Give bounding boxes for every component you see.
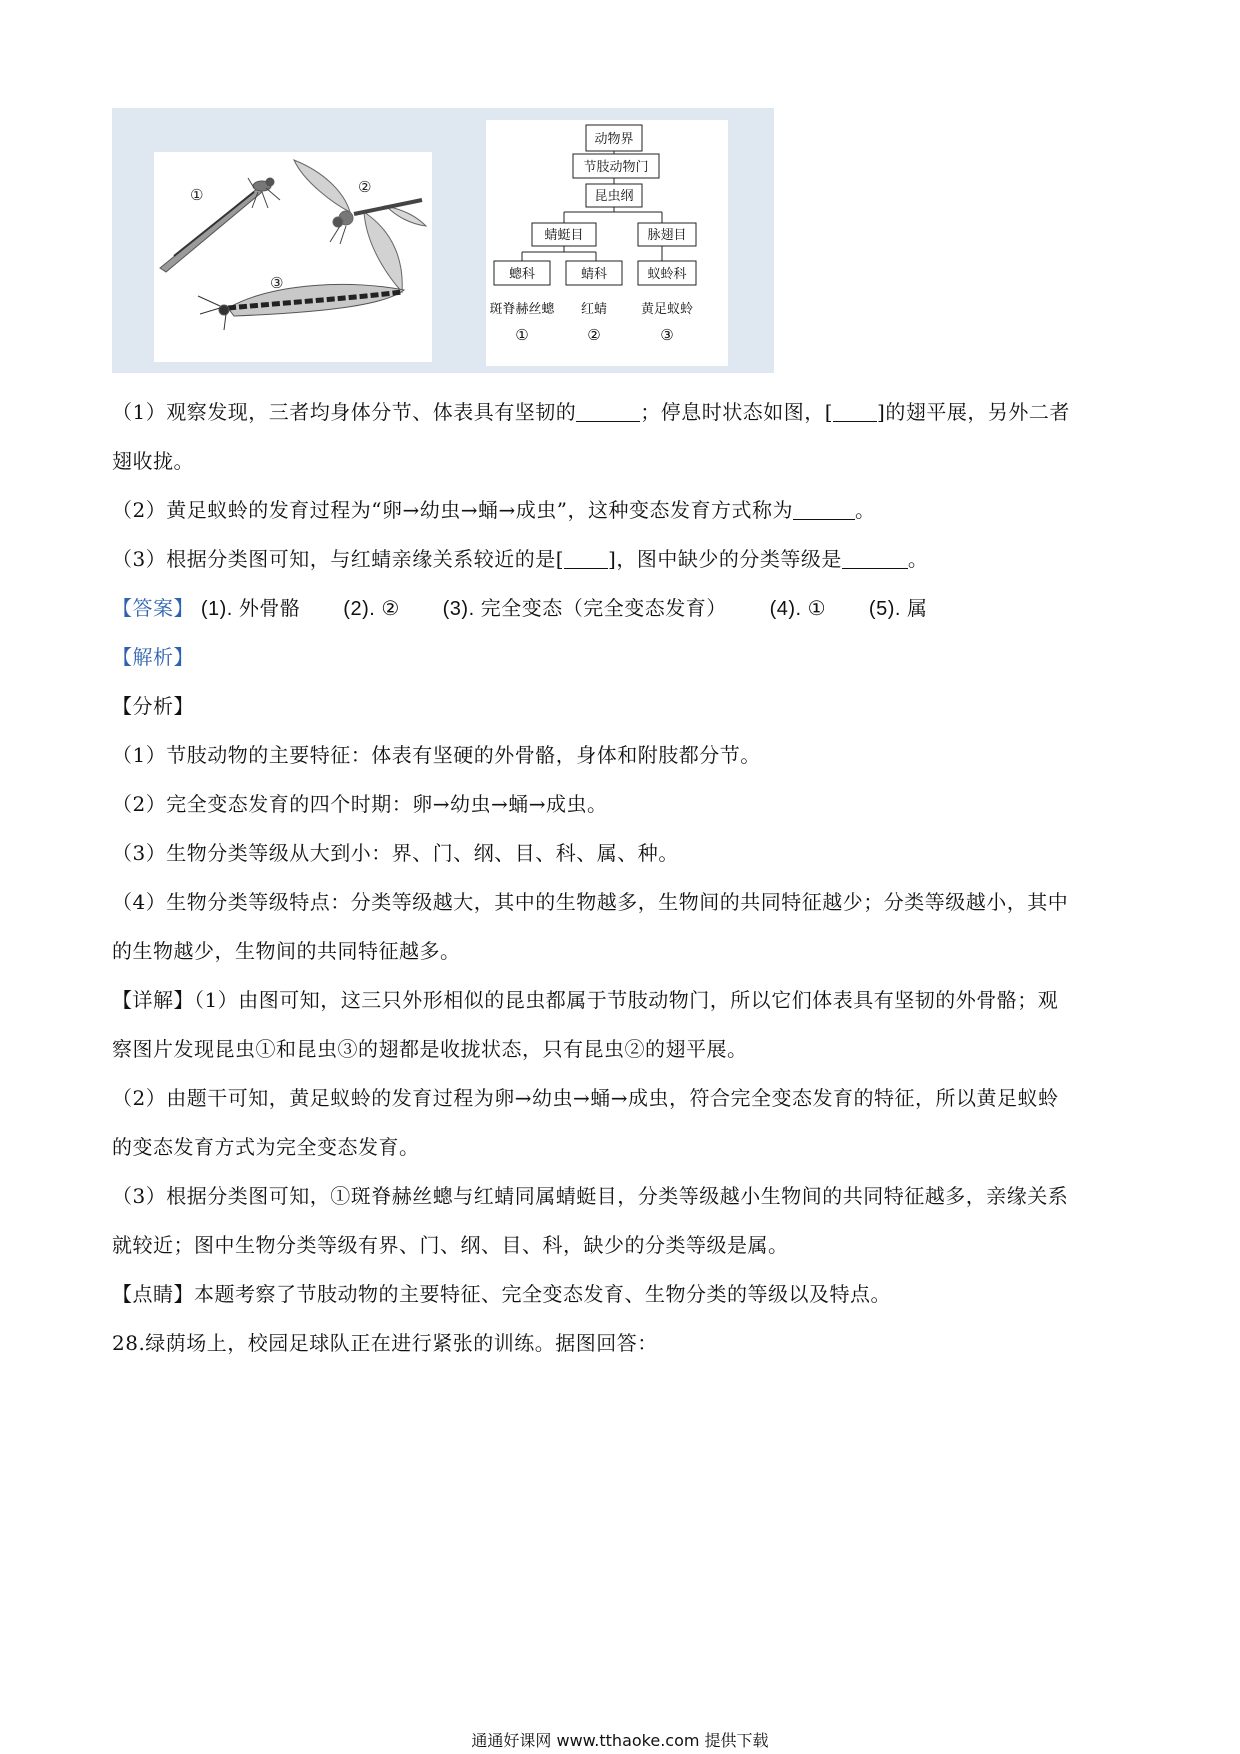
node-phylum-label: 节肢动物门 (583, 160, 649, 175)
next-question: 28.绿荫场上，校园足球队正在进行紧张的训练。据图回答： (112, 1331, 658, 1355)
node-order-1-label: 蜻蜓目 (544, 228, 584, 243)
node-order-2-label: 脉翅目 (647, 228, 687, 243)
analysis-tag: 【解析】 (112, 645, 194, 669)
detail-tag: 【详解】 (112, 988, 194, 1012)
node-family-2-label: 蜻科 (580, 267, 608, 282)
analysis-line-2: （2）完全变态发育的四个时期：卵→幼虫→蛹→成虫。 (112, 792, 608, 816)
analysis-line-4: （4）生物分类等级特点：分类等级越大，其中的生物越多，生物间的共同特征越少；分类等级越小，其中 (112, 890, 1069, 914)
answer-item-2: (2). ② (343, 598, 400, 620)
species-mark-2: ② (587, 326, 601, 344)
detail-line-3: （2）由题干可知，黄足蚁蛉的发育过程为卵→幼虫→蛹→成虫，符合完全变态发育的特征，所以黄足蚁蛉 (112, 1086, 1059, 1110)
question-2: （2）黄足蚁蛉的发育过程为“卵→幼虫→蛹→成虫”，这种变态发育方式称为 。 (112, 498, 876, 522)
blank-1 (576, 403, 640, 422)
answer-item-1: (1). 外骨骼 (200, 598, 301, 620)
answer-item-3: (3). 完全变态（完全变态发育） (442, 598, 727, 620)
analysis-subtag: 【分析】 (112, 694, 194, 718)
answer-tag: 【答案】 (112, 596, 194, 620)
detail-line-4: 的变态发育方式为完全变态发育。 (112, 1135, 420, 1159)
detail-line-1: 【详解】（1）由图可知，这三只外形相似的昆虫都属于节肢动物门，所以它们体表具有坚韧的外骨骼；观 (112, 988, 1059, 1012)
insect-mark-2: ② (358, 178, 372, 196)
comment-tag: 【点睛】 (112, 1282, 194, 1306)
node-class-label: 昆虫纲 (594, 189, 634, 204)
question-1-cont: 翅收拢。 (112, 449, 194, 473)
species-3-label: 黄足蚁蛉 (640, 302, 694, 317)
species-mark-1: ① (515, 326, 529, 344)
blank-3 (793, 501, 855, 520)
classification-tree (486, 120, 728, 366)
analysis-line-3: （3）生物分类等级从大到小：界、门、纲、目、科、属、种。 (112, 841, 679, 865)
question-figure (112, 108, 774, 373)
species-1-label: 斑脊赫丝蟌 (489, 302, 555, 317)
analysis-line-1: （1）节肢动物的主要特征：体表有坚硬的外骨骼，身体和附肢都分节。 (112, 743, 761, 767)
answer-item-4: (4). ① (769, 598, 827, 620)
question-1: （1）观察发现，三者均身体分节、体表具有坚韧的 ；停息时状态如图，[ ]的翅平展，另外二者 (112, 400, 1070, 424)
species-2-label: 红蜻 (580, 302, 608, 317)
question-3: （3）根据分类图可知，与红蜻亲缘关系较近的是[ ]，图中缺少的分类等级是 。 (112, 547, 929, 571)
page-footer: 通通好课网 www.tthaoke.com 提供下载 (471, 1731, 769, 1750)
insect-illustration (154, 152, 432, 362)
antlion-drawing (198, 284, 404, 330)
insect-mark-3: ③ (270, 274, 284, 292)
detail-line-6: 就较近；图中生物分类等级有界、门、纲、目、科，缺少的分类等级是属。 (112, 1233, 789, 1257)
answer-item-5: (5). 属 (868, 598, 928, 620)
analysis-line-5: 的生物越少，生物间的共同特征越多。 (112, 939, 461, 963)
answer-line (112, 596, 1132, 621)
blank-4 (564, 550, 608, 569)
species-mark-3: ③ (660, 326, 674, 344)
detail-line-5: （3）根据分类图可知，①斑脊赫丝蟌与红蜻同属蜻蜓目，分类等级越小生物间的共同特征越多，亲缘关系 (112, 1184, 1069, 1208)
insect-mark-1: ① (190, 186, 204, 204)
insect-drawings (154, 152, 432, 362)
node-family-3-label: 蚁蛉科 (647, 267, 687, 282)
detail-line-2: 察图片发现昆虫①和昆虫③的翅都是收拢状态，只有昆虫②的翅平展。 (112, 1037, 748, 1061)
node-family-1-label: 蟌科 (508, 267, 536, 282)
damselfly-drawing (160, 178, 280, 272)
blank-5 (842, 550, 908, 569)
comment-line: 【点睛】本题考察了节肢动物的主要特征、完全变态发育、生物分类的等级以及特点。 (112, 1282, 891, 1306)
blank-2 (833, 403, 877, 422)
node-kingdom-label: 动物界 (594, 132, 634, 147)
